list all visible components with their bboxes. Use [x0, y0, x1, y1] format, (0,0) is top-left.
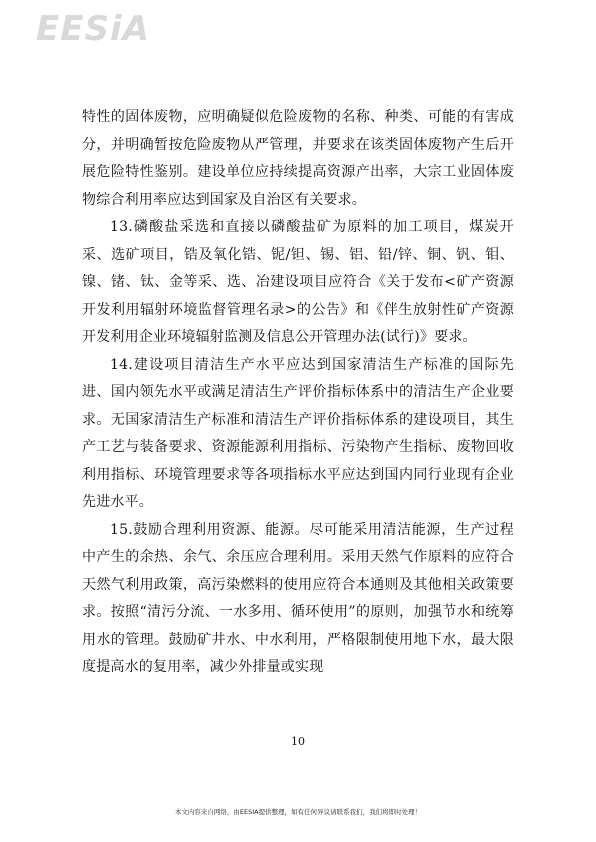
page-number: 10: [291, 735, 305, 748]
document-body: [82, 104, 514, 682]
paragraph-item-13: 13.磷酸盐采选和直接以磷酸盐矿为原料的加工项目，煤炭开采、选矿项目，锆及氧化锆、铌/钽、锡、铝、铅/锌、铜、钒、钼、镍、锗、钛、金等采、选、冶建设项目应符合《关于发布<矿产资源开发利用辐射环境监督管理名录>的公告》和《伴生放射性矿产资源开发利用企业环境辐射监测及信息公开管理办法(试行)》要求。: [82, 219, 514, 345]
eesia-logo: EESiA: [36, 9, 150, 49]
paragraph-item-14: 14.建设项目清洁生产水平应达到国家清洁生产标准的国际先进、国内领先水平或满足清洁生产评价指标体系中的清洁生产企业要求。无国家清洁生产标准和清洁生产评价指标体系的建设项目，其生产工艺与装备要求、资源能源利用指标、污染物产生指标、废物回收利用指标、环境管理要求等各项指标水平应达到国内同行业现有企业先进水平。: [82, 356, 514, 510]
footer-disclaimer: 本文内容来自网络，由EESIA提供整理，如有任何异议请联系我们，我们将即时处理！: [174, 808, 422, 816]
paragraph-item-15: 15.鼓励合理利用资源、能源。尽可能采用清洁能源，生产过程中产生的余热、余气、余压应合理利用。采用天然气作原料的应符合天然气利用政策，高污染燃料的使用应符合本通则及其他相关政策要求。按照“清污分流、一水多用、循环使用”的原则，加强节水和统筹用水的管理。鼓励矿井水、中水利用，严格限制使用地下水，最大限度提高水的复用率，减少外排量或实现: [82, 521, 514, 675]
paragraph-solid-waste-continued: 特性的固体废物，应明确疑似危险废物的名称、种类、可能的有害成分，并明确暂按危险废物从严管理，并要求在该类固体废物产生后开展危险特性鉴别。建设单位应持续提高资源产出率，大宗工业固体废物综合利用率应达到国家及自治区有关要求。: [82, 109, 514, 208]
